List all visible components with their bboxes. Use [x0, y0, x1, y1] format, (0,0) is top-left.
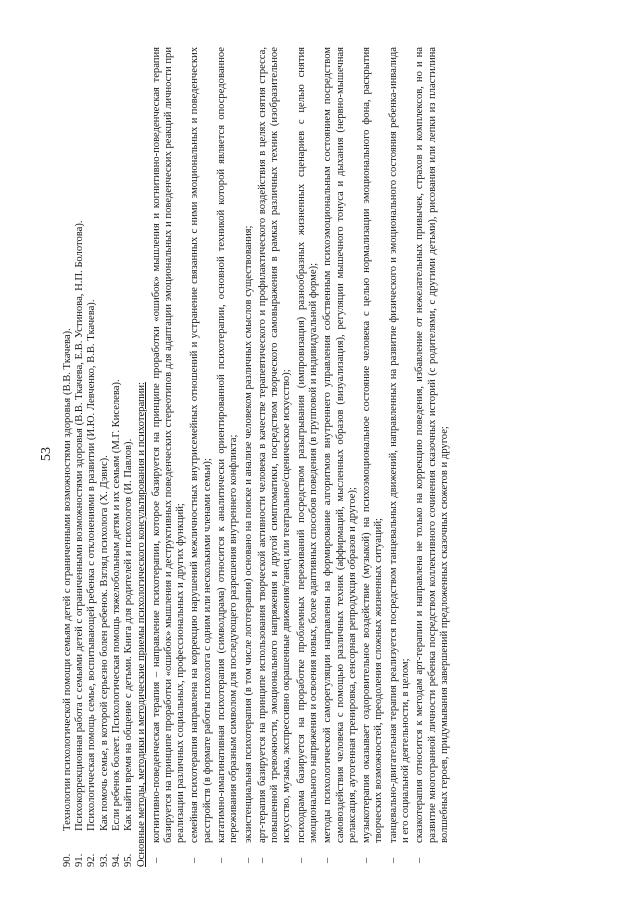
bullet-text: методы психологической саморегуляции направлены на формирование алгоритмов внутреннего управления собственным психоэмоциональным состоянием посредством самовоздействия человека с помощью различных техник (аффирмаций, мысленных образов (визуализация), регуляции мышечного тонуса и дыхания (нервно-мышечная релаксация, аутогенная тренировка, сенсорная репродукция образов и другое);	[322, 47, 358, 843]
bullet-item	[414, 47, 451, 867]
bullet-text: сказкотерапия относится к методам арт-терапии и направлена не только на коррекцию поведения, избавление от нежелательных привычек, страхов и комплексов, но и на развитие многогранной личности ребенка посредством коллективного сочинения сказочных историй (с родителями, с другими детьми), рисования или лепки из пластилина волшебных героев, придумывания завершений предложенных сказочных сюжетов и другое;	[414, 47, 450, 843]
item-number: 91.	[74, 853, 86, 867]
bullet-item	[388, 47, 412, 867]
bullet-dash: –	[387, 857, 399, 863]
bullet-text: экзистенциальная психотерапия (в том числе логотерапия) основано на поиске и анализе человеком различных смыслов существования;	[242, 225, 254, 843]
bullet-item	[216, 47, 240, 867]
bullet-item	[296, 47, 320, 867]
bullet-text: кататимно-имагинативная психотерапия (символдрама) относится к аналитически ориентированной психотерапии, основной техникой которой является опосредованное переживания образным символом для последующего разрешения внутреннего конфликта;	[216, 47, 240, 843]
bullet-text: семейная психотерапия направлена на коррекцию нарушений межличностных внутрисемейных отношений и устранение связанных с ними эмоциональных и поведенческих расстройств (в формате работы психолога с одним или несколькими членами семьи);	[189, 47, 213, 843]
item-text: Технологии психологической помощи семьям детей с ограниченными возможностями здоровья (В.В. Ткачева).	[62, 328, 73, 831]
bullet-dash: –	[361, 857, 373, 863]
bullet-dash: –	[150, 857, 162, 863]
bullet-item	[151, 47, 188, 867]
bullet-list	[151, 47, 451, 867]
item-number: 90.	[62, 853, 73, 867]
bullet-dash: –	[216, 857, 227, 863]
bullet-text: психодрама базируется на проработке проблемных переживаний посредством разыгрывания (импровизация) разнообразных жизненных сценариев с целью снятия эмоционального напряжения и освоения новых, более адаптивных способов поведения (в групповой и индивидуальной форме);	[295, 47, 319, 843]
numbered-list	[62, 47, 135, 867]
document-body	[62, 47, 451, 867]
bullet-text: танцевально-двигательная терапия реализуется посредством танцевальных движений, направленных на развитие физического и эмоционального состояния ребенка-инвалида и его социальной деятельности, в целом;	[387, 47, 411, 843]
bullet-dash: –	[322, 857, 334, 863]
numbered-item	[111, 47, 123, 867]
item-text: Как помочь семье, в которой серьезно болен ребенок. Взгляд психолога (Х. Дэвис).	[98, 455, 110, 831]
item-text: Как найти время на общение с детьми. Книга для родителей и психологов (И. Павлов).	[123, 438, 135, 831]
bullet-text: музыкотерапия оказывает оздоровительное воздействие (музыкой) на психоэмоциональное состояние человека с целью нормализации эмоционального фона, раскрытия творческих возможностей, преодоления сложных жизненных ситуаций;	[361, 47, 385, 843]
bullet-text: когнитивно-поведенческая терапия – направление психотерапии, которое базируется на принципе проработки «ошибок» мышления и когнитивно-поведенческая терапия базируется на принципе проработки «ошибок» мышления и деструктивных поведенческих стереотипов для адаптации эмоциональных и поведенческих реакций личности при реализации различных социальных, профессиональных и других функций;	[150, 47, 187, 843]
numbered-item	[123, 47, 135, 867]
item-number: 92.	[86, 853, 98, 867]
bullet-dash: –	[295, 857, 307, 863]
item-number: 93.	[98, 853, 110, 867]
numbered-item	[99, 47, 111, 867]
bullet-item	[243, 47, 255, 867]
bullet-dash: –	[189, 857, 201, 863]
item-text: Если ребенок болеет. Психологическая помощь тяжелобольным детям и их семьям (М.Г. Киселева).	[110, 379, 122, 831]
bullet-dash: –	[242, 857, 254, 863]
numbered-item	[86, 47, 98, 867]
page-number: 53	[39, 447, 54, 461]
bullet-item	[257, 47, 294, 867]
bullet-dash: –	[414, 857, 426, 863]
bullet-item	[322, 47, 359, 867]
numbered-item	[74, 47, 86, 867]
bullet-item	[189, 47, 213, 867]
item-number: 95.	[123, 853, 135, 867]
bullet-item	[361, 47, 385, 867]
bullet-dash: –	[256, 857, 268, 863]
bullet-text: арт-терапия базируется на принципе использования творческой активности человека в качестве терапевтического и профилактического воздействия в целях снятия стресса, повышенной тревожности, эмоционального напряжения и другой симптоматики, посредством творческого самовыражения в рамках различных техник (изобразительное искусство, музыка, экспрессивно окрашенные движения/танец или театральное/сценическое искусство);	[256, 47, 293, 843]
item-text: Психокоррекционная работа с семьями детей с ограниченными возможностями здоровья (В.В. Ткачева, Е.В. Устинова, Н.П. Болотова).	[74, 220, 86, 831]
section-heading: Основные методы, методики и методические приемы психологического консультирования и психотерапии:	[136, 382, 148, 867]
item-text: Психологическая помощь семье, воспитывающей ребенка с отклонениями в развитии (И.Ю. Левченко, В.В. Ткачева).	[86, 299, 98, 831]
item-number: 94.	[110, 853, 122, 867]
numbered-item	[62, 47, 74, 867]
